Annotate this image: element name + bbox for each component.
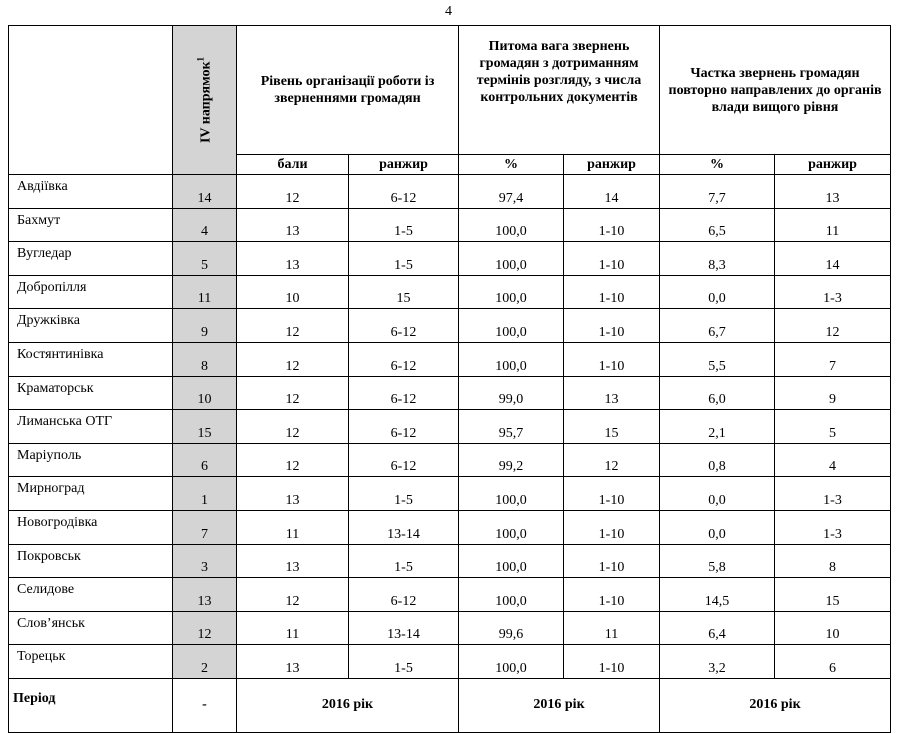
subheader-rank: ранжир: [775, 155, 891, 175]
direction-rank: 10: [173, 376, 237, 410]
points-value: 13: [237, 477, 349, 511]
city-name: Слов’янськ: [9, 611, 173, 645]
timeliness-rank: 13: [564, 376, 660, 410]
repeat-share-percent: 0,8: [660, 443, 775, 477]
timeliness-rank: 1-10: [564, 645, 660, 679]
direction-rank: 7: [173, 510, 237, 544]
city-name: Покровськ: [9, 544, 173, 578]
points-value: 12: [237, 175, 349, 209]
direction-rank: 11: [173, 275, 237, 309]
organization-rank: 15: [349, 275, 459, 309]
points-value: 12: [237, 410, 349, 444]
timeliness-percent: 100,0: [459, 578, 564, 612]
table-row: [9, 544, 891, 578]
timeliness-percent: 95,7: [459, 410, 564, 444]
table-row: [9, 611, 891, 645]
header-group-timeliness: Питома вага звернень громадян з дотриманням термінів розгляду, з числа контрольних документів: [459, 26, 660, 155]
direction-rank: 1: [173, 477, 237, 511]
repeat-share-rank: 12: [775, 309, 891, 343]
timeliness-percent: 100,0: [459, 477, 564, 511]
subheader-rank: ранжир: [564, 155, 660, 175]
organization-rank: 6-12: [349, 175, 459, 209]
table-row: [9, 578, 891, 612]
table-row: [9, 208, 891, 242]
repeat-share-percent: 6,4: [660, 611, 775, 645]
direction-rank: 8: [173, 342, 237, 376]
table-row: [9, 376, 891, 410]
timeliness-percent: 100,0: [459, 309, 564, 343]
city-name: Мирноград: [9, 477, 173, 511]
points-value: 12: [237, 376, 349, 410]
city-name: Добропілля: [9, 275, 173, 309]
timeliness-percent: 99,2: [459, 443, 564, 477]
direction-rank: 4: [173, 208, 237, 242]
organization-rank: 1-5: [349, 208, 459, 242]
timeliness-rank: 1-10: [564, 275, 660, 309]
organization-rank: 6-12: [349, 309, 459, 343]
table-row: [9, 342, 891, 376]
subheader-points: бали: [237, 155, 349, 175]
repeat-share-rank: 4: [775, 443, 891, 477]
subheader-rank: ранжир: [349, 155, 459, 175]
direction-footnote-mark: 1: [195, 56, 206, 62]
repeat-share-percent: 14,5: [660, 578, 775, 612]
timeliness-rank: 1-10: [564, 208, 660, 242]
organization-rank: 6-12: [349, 578, 459, 612]
table-row: [9, 645, 891, 679]
points-value: 13: [237, 645, 349, 679]
organization-rank: 6-12: [349, 410, 459, 444]
table-body: [9, 175, 891, 679]
timeliness-rank: 1-10: [564, 242, 660, 276]
table-row: [9, 443, 891, 477]
table-row: [9, 275, 891, 309]
direction-rank: 6: [173, 443, 237, 477]
timeliness-rank: 14: [564, 175, 660, 209]
direction-rank: 3: [173, 544, 237, 578]
timeliness-rank: 1-10: [564, 477, 660, 511]
period-label: Період: [9, 678, 173, 732]
repeat-share-rank: 1-3: [775, 510, 891, 544]
repeat-share-rank: 5: [775, 410, 891, 444]
timeliness-rank: 1-10: [564, 510, 660, 544]
timeliness-rank: 15: [564, 410, 660, 444]
direction-rank: 15: [173, 410, 237, 444]
timeliness-rank: 12: [564, 443, 660, 477]
header-empty-cell: [9, 26, 173, 175]
timeliness-percent: 99,0: [459, 376, 564, 410]
timeliness-rank: 1-10: [564, 544, 660, 578]
timeliness-percent: 100,0: [459, 510, 564, 544]
points-value: 11: [237, 611, 349, 645]
city-name: Лиманська ОТГ: [9, 410, 173, 444]
timeliness-rank: 1-10: [564, 309, 660, 343]
ranking-table: [8, 25, 891, 733]
timeliness-percent: 100,0: [459, 544, 564, 578]
organization-rank: 6-12: [349, 342, 459, 376]
period-direction: -: [173, 678, 237, 732]
organization-rank: 1-5: [349, 242, 459, 276]
direction-rank: 9: [173, 309, 237, 343]
points-value: 11: [237, 510, 349, 544]
table-row: [9, 477, 891, 511]
period-repeat-share: 2016 рік: [660, 678, 891, 732]
direction-rank: 5: [173, 242, 237, 276]
header-group-organization: Рівень організації роботи із зверненнями громадян: [237, 26, 459, 155]
period-timeliness: 2016 рік: [459, 678, 660, 732]
timeliness-rank: 1-10: [564, 578, 660, 612]
repeat-share-percent: 5,8: [660, 544, 775, 578]
city-name: Дружківка: [9, 309, 173, 343]
timeliness-percent: 99,6: [459, 611, 564, 645]
timeliness-percent: 97,4: [459, 175, 564, 209]
points-value: 12: [237, 342, 349, 376]
city-name: Костянтинівка: [9, 342, 173, 376]
repeat-share-percent: 0,0: [660, 275, 775, 309]
subheader-percent: %: [459, 155, 564, 175]
organization-rank: 6-12: [349, 443, 459, 477]
organization-rank: 1-5: [349, 645, 459, 679]
points-value: 12: [237, 309, 349, 343]
timeliness-percent: 100,0: [459, 208, 564, 242]
repeat-share-rank: 7: [775, 342, 891, 376]
table-row: [9, 410, 891, 444]
city-name: Маріуполь: [9, 443, 173, 477]
points-value: 13: [237, 208, 349, 242]
repeat-share-rank: 13: [775, 175, 891, 209]
timeliness-percent: 100,0: [459, 275, 564, 309]
city-name: Авдіївка: [9, 175, 173, 209]
repeat-share-percent: 7,7: [660, 175, 775, 209]
table-row: [9, 510, 891, 544]
points-value: 12: [237, 443, 349, 477]
city-name: Краматорськ: [9, 376, 173, 410]
repeat-share-rank: 1-3: [775, 477, 891, 511]
timeliness-percent: 100,0: [459, 342, 564, 376]
repeat-share-percent: 0,0: [660, 477, 775, 511]
repeat-share-rank: 1-3: [775, 275, 891, 309]
city-name: Вугледар: [9, 242, 173, 276]
header-direction: [173, 26, 237, 175]
timeliness-percent: 100,0: [459, 242, 564, 276]
repeat-share-percent: 6,7: [660, 309, 775, 343]
table-row: [9, 242, 891, 276]
repeat-share-rank: 6: [775, 645, 891, 679]
page-number: 4: [445, 4, 452, 19]
organization-rank: 6-12: [349, 376, 459, 410]
organization-rank: 1-5: [349, 477, 459, 511]
repeat-share-rank: 15: [775, 578, 891, 612]
table-row: [9, 175, 891, 209]
points-value: 13: [237, 242, 349, 276]
repeat-share-rank: 14: [775, 242, 891, 276]
direction-rank: 13: [173, 578, 237, 612]
organization-rank: 13-14: [349, 510, 459, 544]
points-value: 13: [237, 544, 349, 578]
table-row: [9, 309, 891, 343]
timeliness-rank: 11: [564, 611, 660, 645]
city-name: Новогродівка: [9, 510, 173, 544]
direction-rank: 14: [173, 175, 237, 209]
repeat-share-percent: 3,2: [660, 645, 775, 679]
city-name: Бахмут: [9, 208, 173, 242]
direction-rank: 2: [173, 645, 237, 679]
points-value: 10: [237, 275, 349, 309]
header-group-repeat-share: Частка звернень громадян повторно направлених до органів влади вищого рівня: [660, 26, 891, 155]
repeat-share-percent: 5,5: [660, 342, 775, 376]
organization-rank: 13-14: [349, 611, 459, 645]
repeat-share-percent: 6,5: [660, 208, 775, 242]
table-header: [9, 26, 891, 175]
direction-label: IV напрямок: [197, 61, 213, 144]
table-footer: [9, 678, 891, 732]
timeliness-rank: 1-10: [564, 342, 660, 376]
subheader-percent: %: [660, 155, 775, 175]
organization-rank: 1-5: [349, 544, 459, 578]
repeat-share-percent: 8,3: [660, 242, 775, 276]
timeliness-percent: 100,0: [459, 645, 564, 679]
repeat-share-rank: 10: [775, 611, 891, 645]
points-value: 12: [237, 578, 349, 612]
direction-rank: 12: [173, 611, 237, 645]
city-name: Торецьк: [9, 645, 173, 679]
repeat-share-rank: 8: [775, 544, 891, 578]
repeat-share-percent: 6,0: [660, 376, 775, 410]
period-organization: 2016 рік: [237, 678, 459, 732]
city-name: Селидове: [9, 578, 173, 612]
repeat-share-percent: 0,0: [660, 510, 775, 544]
repeat-share-rank: 11: [775, 208, 891, 242]
repeat-share-rank: 9: [775, 376, 891, 410]
repeat-share-percent: 2,1: [660, 410, 775, 444]
